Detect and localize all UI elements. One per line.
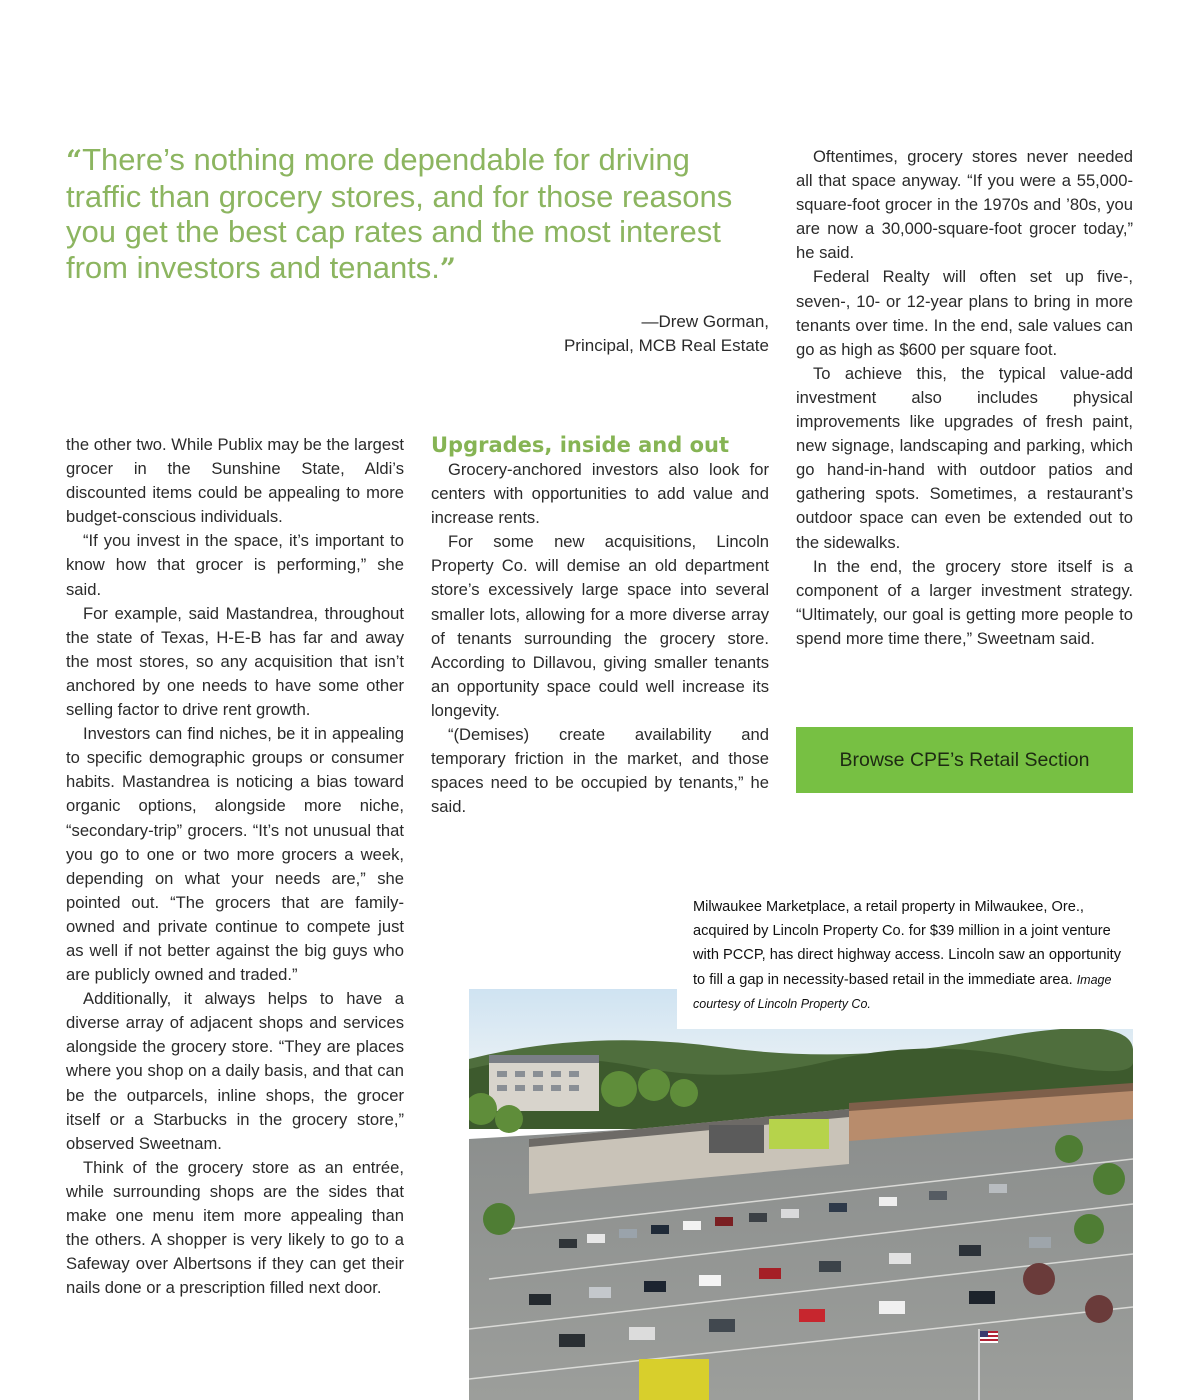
pull-quote: [66, 142, 766, 286]
body-paragraph: Additionally, it always helps to have a diverse array of adjacent shops and services alongside the grocery store. “They are places where you shop on a daily basis, and that can be the outparcels, inline shops, the grocer itself or a Starbucks in the grocery store,” observed Sweetnam.: [66, 989, 404, 1153]
body-paragraph: For some new acquisitions, Lincoln Property Co. will demise an old department store’s excessively large space into several smaller lots, allowing for a more diverse array of tenants surrounding the grocery store. According to Dillavou, giving smaller tenants an opportunity space could well increase its longevity.: [431, 532, 769, 720]
retail-property-aerial-photo: [469, 989, 1133, 1400]
aerial-photo-illustration: [469, 989, 1133, 1400]
photo-caption: [693, 895, 1123, 1016]
open-quote-mark: “: [66, 144, 83, 177]
caption-text: Milwaukee Marketplace, a retail property in Milwaukee, Ore., acquired by Lincoln Property Co. for $39 million in a joint venture with PCCP, has direct highway access. Lincoln saw an opportunity to fill a gap in necessity-based retail in the immediate area.: [693, 899, 1122, 988]
section-heading: Upgrades, inside and out: [431, 433, 730, 457]
article-column-3: [796, 145, 1133, 651]
article-column-2: [431, 433, 769, 819]
body-paragraph: Federal Realty will often set up five-, seven-, 10- or 12-year plans to bring in more tenants over time. In the end, sale values can go as high as $600 per square foot.: [796, 267, 1133, 359]
attribution-title: Principal, MCB Real Estate: [563, 336, 769, 355]
body-paragraph: For example, said Mastandrea, throughout the state of Texas, H-E-B has far and away the most stores, so any acquisition that isn’t anchored by one needs to have some other selling factor to drive rent growth.: [66, 603, 404, 720]
photo-credit: Image courtesy of Lincoln Property Co.: [693, 972, 1112, 1011]
body-paragraph: “If you invest in the space, it’s important to know how that grocer is performing,” she said.: [66, 531, 404, 599]
body-paragraph: Think of the grocery store as an entrée, while surrounding shops are the sides that make one menu item more appealing than the others. A shopper is very likely to go to a Safeway over Albertsons if they can get their nails done or a prescription filled next door.: [66, 1157, 404, 1298]
browse-retail-section-button[interactable]: Browse CPE’s Retail Section: [796, 727, 1133, 793]
body-paragraph: Oftentimes, grocery stores never needed all that space anyway. “If you were a 55,000-square-foot grocer in the 1970s and ’80s, you are now a 30,000-square-foot grocer today,” he said.: [796, 147, 1133, 263]
body-paragraph: To achieve this, the typical value-add investment also includes physical improvements like upgrades of fresh paint, new signage, landscaping and parking, which go hand-in-hand with outdoor patios and gathering spots. Sometimes, a restaurant’s outdoor space can even be extended out to the sidewalks.: [796, 363, 1133, 552]
body-paragraph: the other two. While Publix may be the largest grocer in the Sunshine State, Aldi’s discounted items could be appealing to more budget-conscious individuals.: [66, 435, 404, 527]
body-paragraph: Investors can find niches, be it in appealing to specific demographic groups or consumer habits. Mastandrea is noticing a bias toward organic options, alongside more niche, “secondary-trip” grocers. “It’s not unusual that you go to one or two more grocers a week, depending on what your needs are,” she pointed out. “The grocers that are family-owned and private continue to compete just as well if not better against the big guys who are publicly owned and traded.”: [66, 724, 404, 985]
attribution-name: —Drew Gorman,: [641, 312, 769, 331]
body-paragraph: “(Demises) create availability and temporary friction in the market, and those spaces need to be occupied by tenants,” he said.: [431, 725, 769, 817]
quote-attribution: [420, 310, 769, 358]
body-paragraph: Grocery-anchored investors also look for centers with opportunities to add value and increase rents.: [431, 460, 769, 528]
article-column-1: [66, 433, 404, 1300]
body-paragraph: In the end, the grocery store itself is a component of a larger investment strategy. “Ultimately, our goal is getting more people to spend more time there,” Sweetnam said.: [796, 556, 1133, 648]
close-quote-mark: ”: [439, 251, 457, 285]
pull-quote-text: There’s nothing more dependable for driving traffic than grocery stores, and for those reasons you get the best cap rates and the most interest from investors and tenants.: [66, 142, 733, 285]
